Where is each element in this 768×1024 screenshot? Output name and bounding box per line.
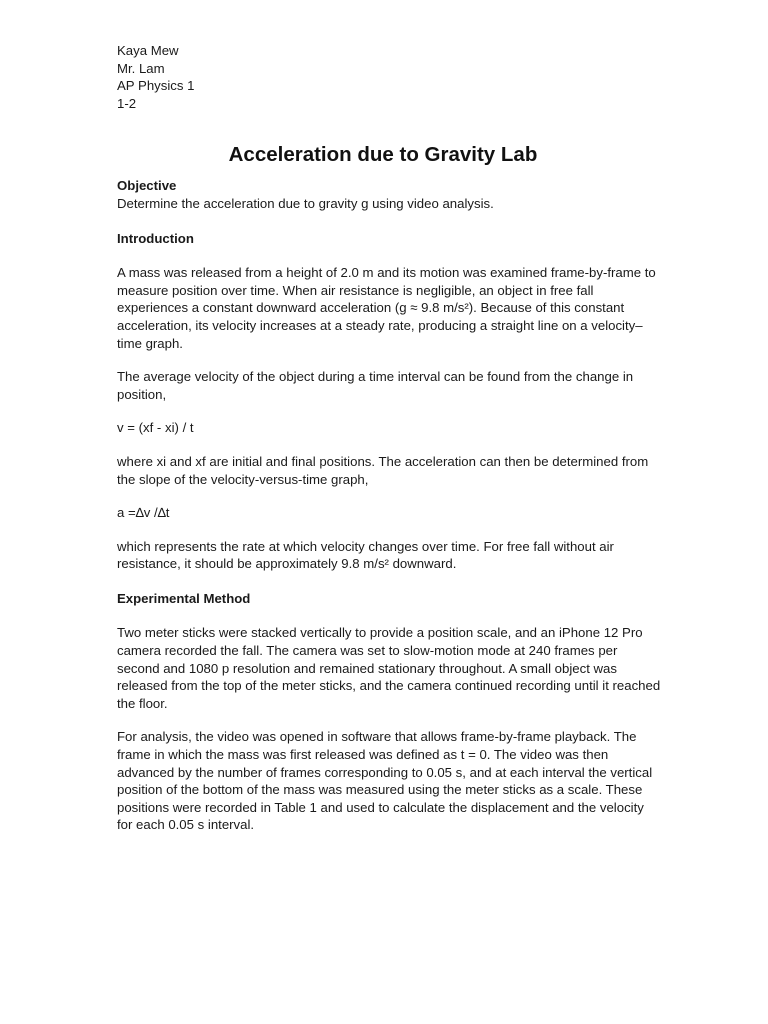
class-period: 1-2 [117, 95, 137, 111]
acceleration-equation: a =∆v /∆t [117, 505, 170, 521]
method-heading: Experimental Method [117, 590, 251, 606]
objective-text: Determine the acceleration due to gravity g using video analysis. [117, 195, 494, 211]
header-block [117, 42, 662, 112]
introduction-paragraph-3: where xi and xf are initial and final positions. The acceleration can then be determined from the slope of the velocity-versus-time graph, [117, 453, 649, 487]
velocity-equation: v = (xf - xi) / t [117, 420, 194, 436]
introduction-paragraph-1: A mass was released from a height of 2.0 m and its motion was examined frame-by-frame to measure position over time. When air resistance is negligible, an object in free fall experiences a constant downward acceleration (g ≈ 9.8 m/s²). Because of this constant acceleration, its velocity increases at a steady rate, producing a straight line on a velocity–time graph. [117, 265, 656, 351]
teacher-name: Mr. Lam [117, 60, 165, 76]
introduction-paragraph-2: The average velocity of the object during a time interval can be found from the change in position, [117, 369, 634, 402]
method-paragraph-2: For analysis, the video was opened in software that allows frame-by-frame playback. The frame in which the mass was first released was defined as t = 0. The video was then advanced by the number of frames corresponding to 0.05 s, and at each interval the vertical position of the bottom of the mass was measured using the meter sticks as a scale. These positions were recorded in Table 1 and used to calculate the displacement and the velocity for each 0.05 s interval. [117, 729, 653, 833]
document-title: Acceleration due to Gravity Lab [228, 143, 538, 167]
method-paragraph-1: Two meter sticks were stacked vertically to provide a position scale, and an iPhone 12 Pro camera recorded the fall. The camera was set to slow-motion mode at 240 frames per second and 1080 p resolution and remained stationary throughout. A small object was released from the top of the meter sticks, and the camera continued recording until it reached the floor. [117, 625, 661, 711]
course-name: AP Physics 1 [117, 78, 195, 94]
document-page [117, 42, 662, 834]
student-name: Kaya Mew [117, 43, 179, 58]
introduction-heading: Introduction [117, 230, 194, 246]
objective-heading: Objective [117, 178, 177, 194]
introduction-paragraph-4: which represents the rate at which velocity changes over time. For free fall without air resistance, it should be approximately 9.8 m/s² downward. [117, 538, 614, 572]
